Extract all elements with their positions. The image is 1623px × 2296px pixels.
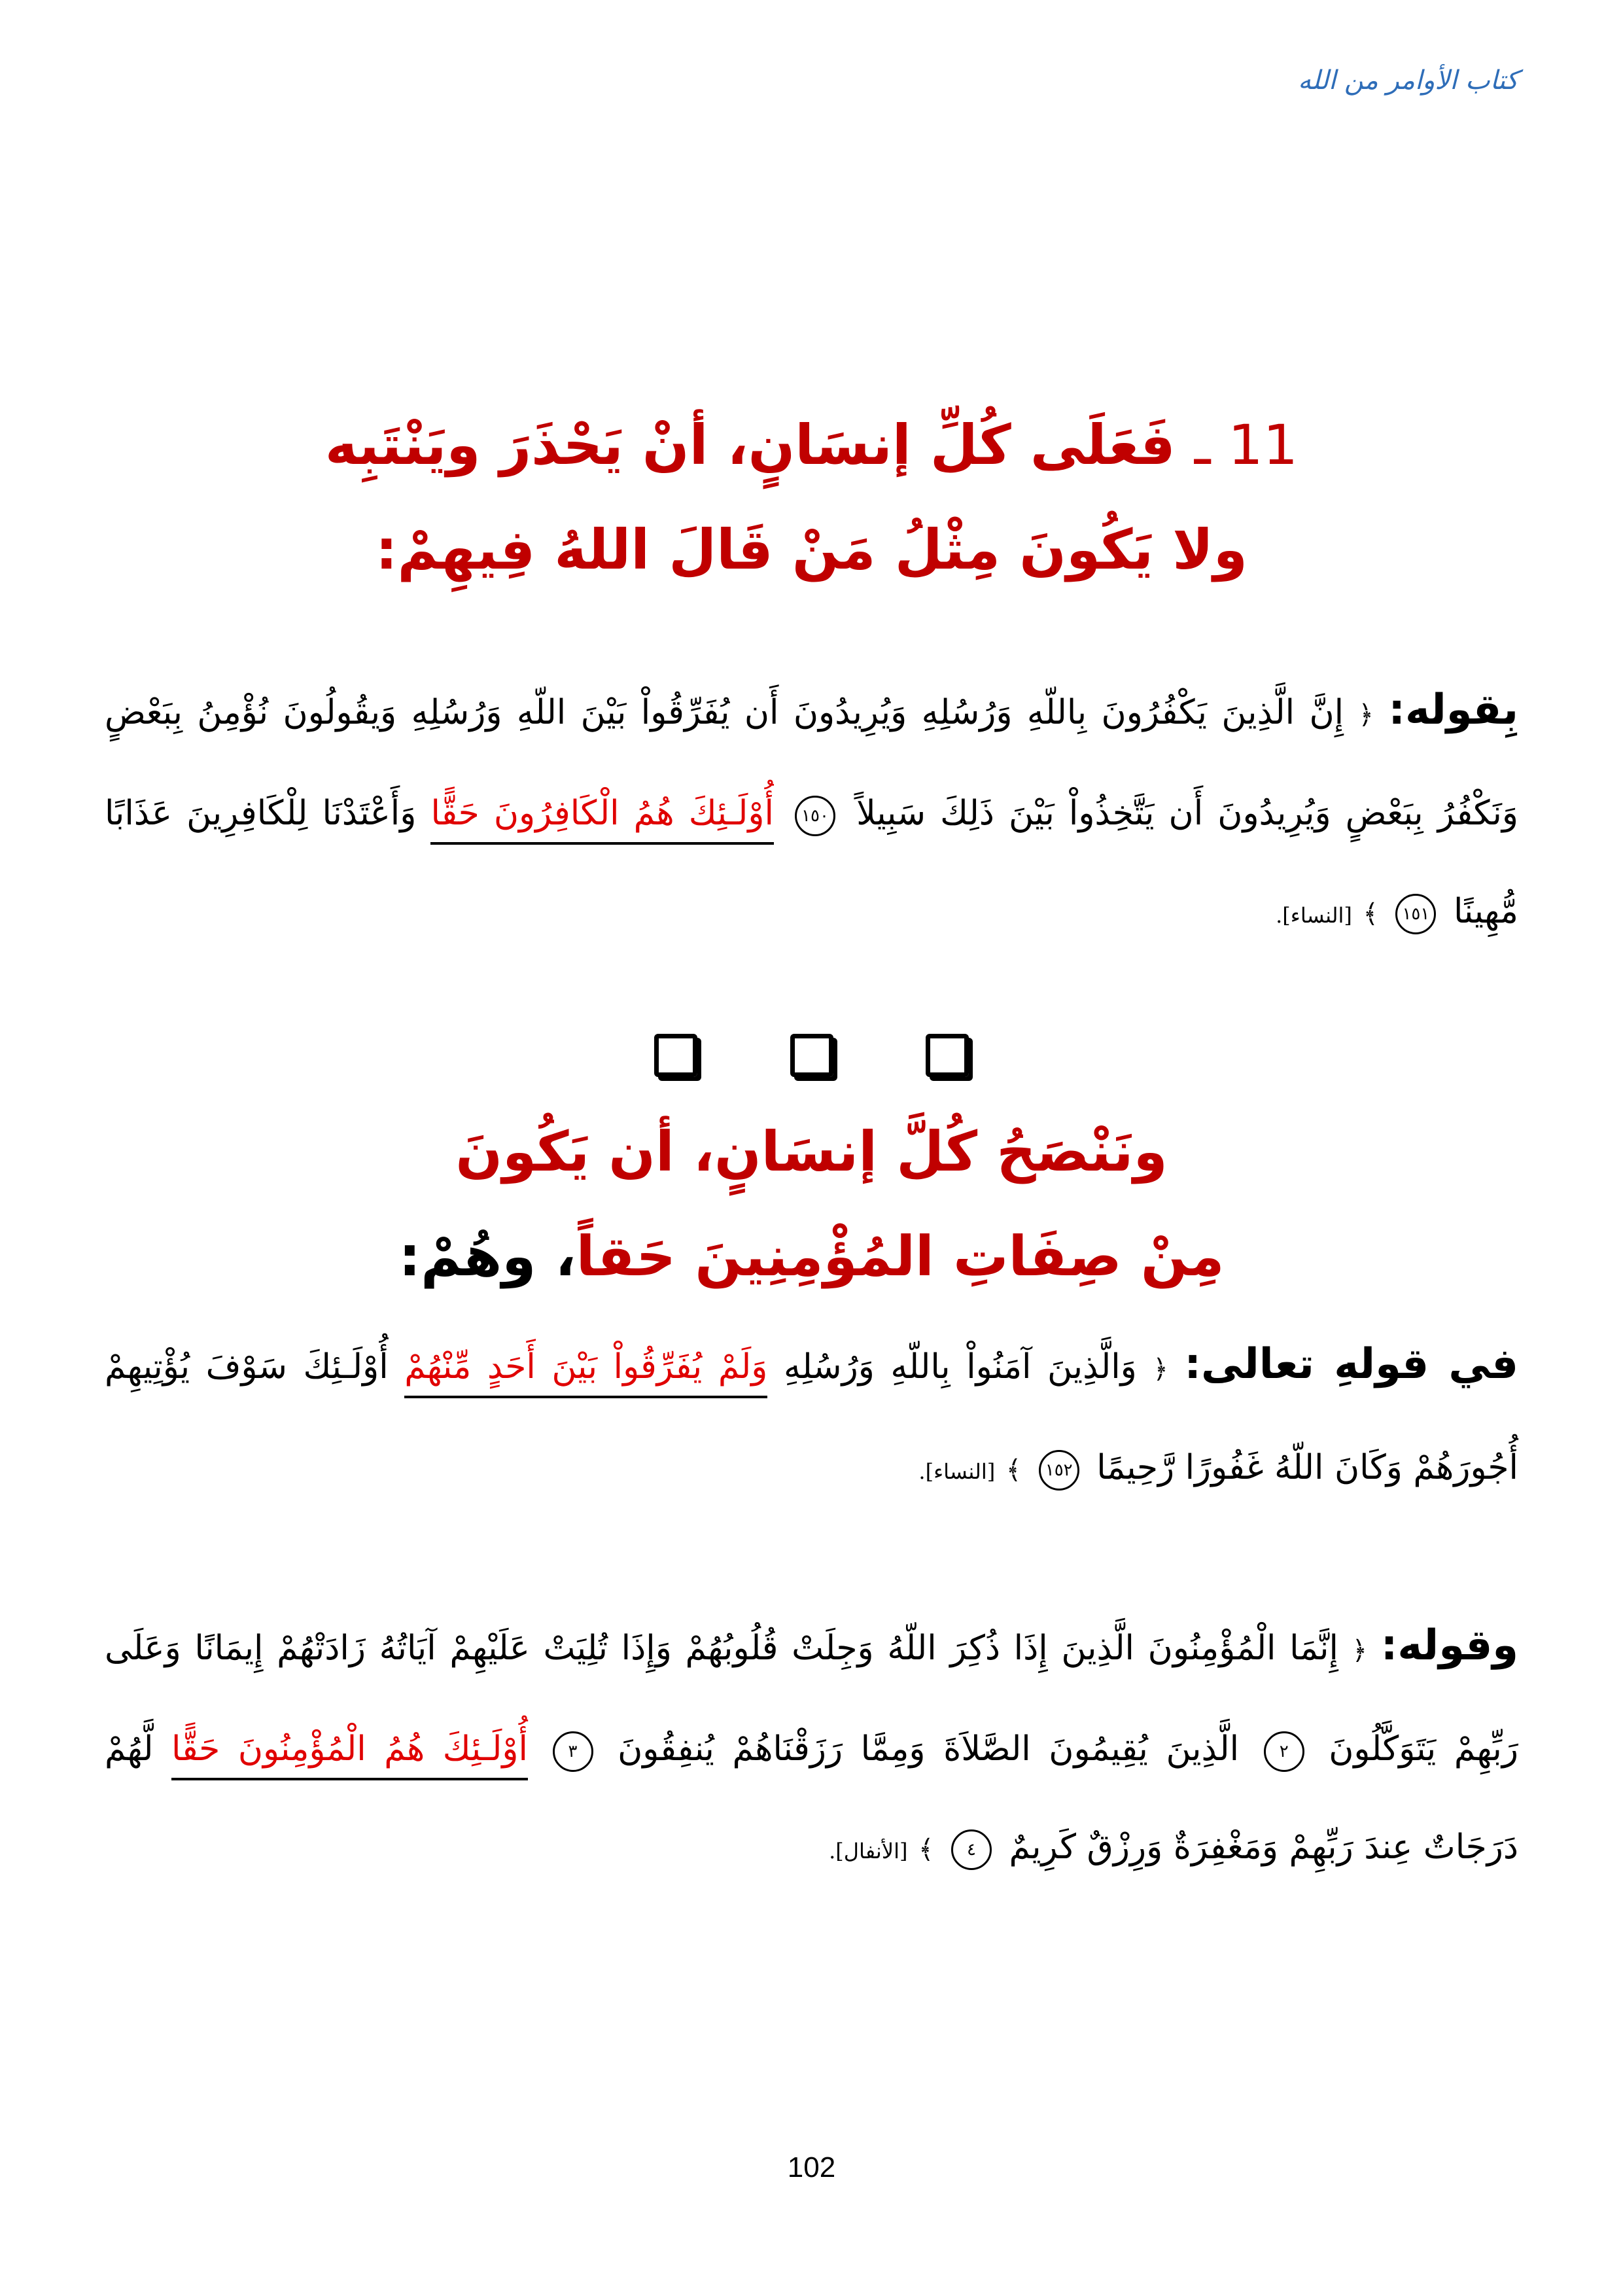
section-title-1 — [196, 393, 1427, 602]
open-bracket: ﴿ — [1358, 700, 1374, 730]
highlighted-verse: أُوْلَـئِكَ هُمُ الْكَافِرُونَ حَقًّا — [430, 794, 773, 845]
ayah-number-marker: ٣ — [553, 1731, 593, 1772]
section-title-2-tail: ، وهُمْ: — [398, 1224, 576, 1288]
ayah-number-marker: ١٥٢ — [1039, 1450, 1079, 1491]
verse-text: إِنَّ الَّذِينَ يَكْفُرُونَ بِاللّهِ وَرُسُلِهِ وَيُرِيدُونَ أَن يُفَرِّقُواْ بَيْنَ اللّهِ وَرُسُلِهِ وَيقُولُونَ نُؤْمِنُ بِبَعْضٍ وَنَكْفُرُ بِبَعْضٍ وَيُرِيدُونَ أَن يَتَّخِذُواْ بَيْنَ ذَلِكَ سَبِيلاً — [105, 693, 1519, 833]
verse-source: [النساء]. — [1276, 903, 1352, 928]
ayah-number-marker: ٢ — [1264, 1731, 1304, 1772]
close-bracket: ﴾ — [1363, 899, 1378, 929]
ayah-number-marker: ٤ — [951, 1829, 992, 1870]
running-head: كتاب الأوامر من الله — [1298, 65, 1518, 96]
verse-text: إِنَّمَا الْمُؤْمِنُونَ الَّذِينَ إِذَا ذُكِرَ اللّهُ وَجِلَتْ قُلُوبُهُمْ وَإِذَا تُلِيَتْ عَلَيْهِمْ آيَاتُهُ زَادَتْهُمْ إِيمَانًا وَعَلَى رَبِّهِمْ يَتَوَكَّلُونَ — [105, 1629, 1519, 1769]
paragraph-3-lead: وقوله: — [1380, 1621, 1519, 1670]
verse-source: [النساء]. — [918, 1459, 996, 1484]
section-title-2-line2: مِنْ صِفَاتِ المُؤْمِنِينَ حَقاً — [576, 1224, 1225, 1288]
ayah-number-marker: ١٥٠ — [795, 796, 835, 836]
ayah-number-marker: ١٥١ — [1395, 894, 1436, 934]
open-bracket: ﴿ — [1352, 1636, 1368, 1666]
page-number: 102 — [787, 2151, 836, 2183]
square-bullet-icon — [654, 1034, 697, 1077]
square-bullet-icon — [790, 1034, 833, 1077]
close-bracket: ﴾ — [1005, 1455, 1022, 1485]
close-bracket: ﴾ — [918, 1835, 934, 1865]
verse-text: وَالَّذِينَ آمَنُواْ بِاللّهِ وَرُسُلِهِ — [783, 1347, 1137, 1386]
section-title-2-line1: ونَنْصَحُ كُلَّ إنسَانٍ، أن يَكُونَ — [455, 1120, 1168, 1184]
section-separator — [0, 1034, 1623, 1080]
verse-text: الَّذِينَ يُقِيمُونَ الصَّلاَةَ وَمِمَّا رَزَقْنَاهُمْ يُنفِقُونَ — [618, 1729, 1240, 1769]
verse-text: أُوْلَـئِكَ سَوْفَ يُؤْتِيهِمْ أُجُورَهُمْ وَكَانَ اللّهُ غَفُورًا رَّحِيمًا — [105, 1347, 1518, 1487]
open-bracket: ﴿ — [1153, 1354, 1168, 1385]
section-title-1-line2: ولا يَكُونَ مِثْلُ مَنْ قَالَ اللهُ فِيهِمْ: — [375, 518, 1248, 582]
paragraph-1 — [105, 661, 1518, 964]
verse-source: [الأنفال]. — [829, 1839, 908, 1863]
square-bullet-icon — [926, 1034, 969, 1077]
section-title-1-line1: فَعَلَى كُلِّ إنسَانٍ، أنْ يَحْذَرَ ويَنْتَبِه — [324, 413, 1176, 477]
paragraph-1-lead: بِقوله: — [1388, 686, 1519, 734]
section-title-2 — [196, 1099, 1427, 1309]
highlighted-verse: وَلَمْ يُفَرِّقُواْ بَيْنَ أَحَدٍ مِّنْهُمْ — [404, 1347, 767, 1398]
verse-text: لَّهُمْ دَرَجَاتٌ عِندَ رَبِّهِمْ وَمَغْفِرَةٌ وَرِزْقٌ كَرِيمٌ — [105, 1729, 1518, 1867]
paragraph-2 — [105, 1315, 1518, 1521]
paragraph-3 — [105, 1597, 1518, 1900]
verse-text: وَأَعْتَدْنَا لِلْكَافِرِينَ عَذَابًا مُّهِينًا — [105, 794, 1518, 931]
paragraph-2-lead: في قولهِ تعالى: — [1184, 1340, 1519, 1388]
highlighted-verse: أُوْلَـئِكَ هُمُ الْمُؤْمِنُونَ حَقًّا — [171, 1729, 528, 1780]
section-number: 11 ـ — [1194, 413, 1299, 477]
